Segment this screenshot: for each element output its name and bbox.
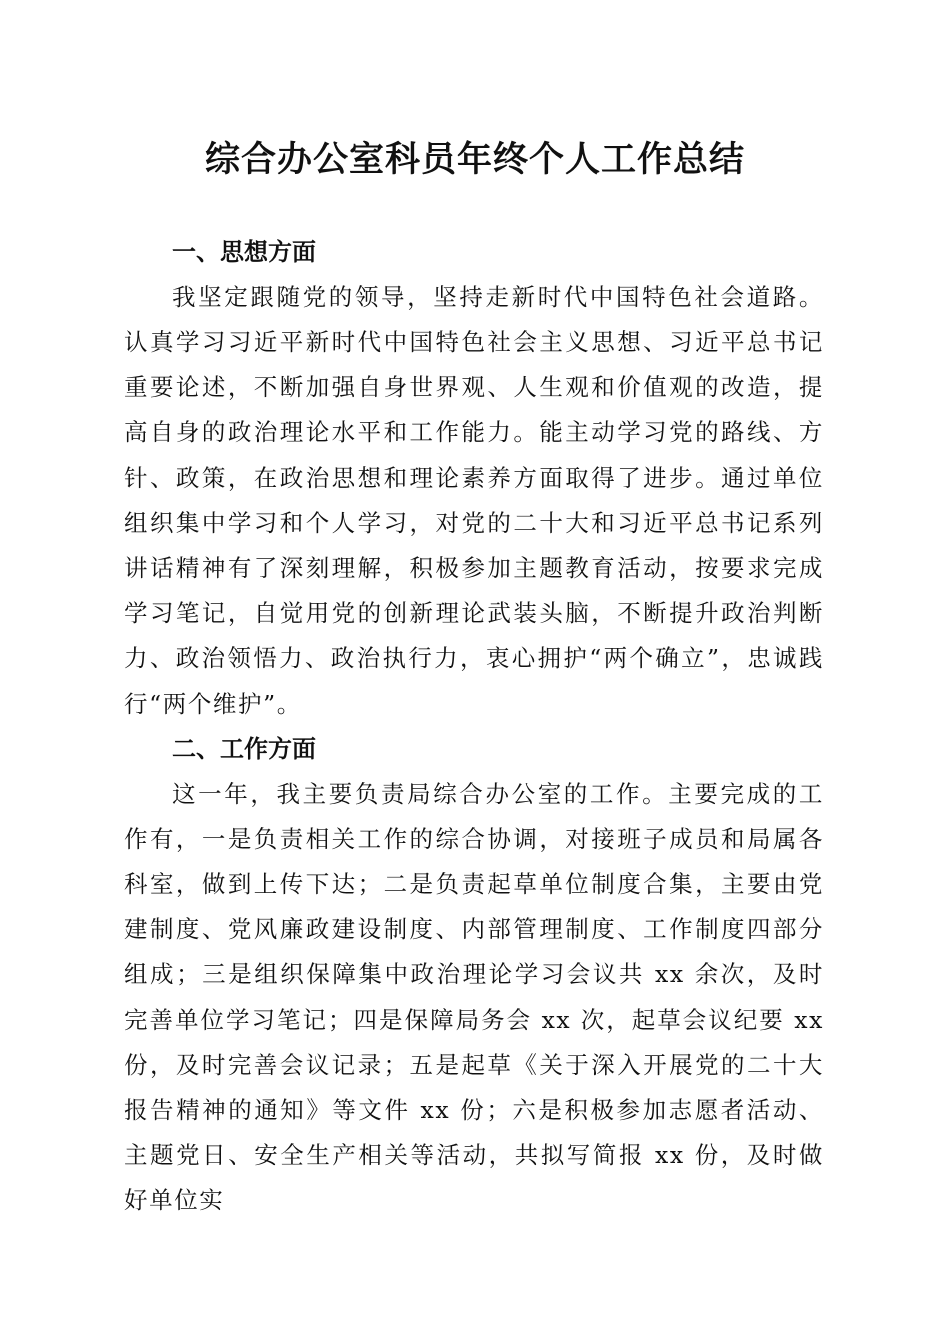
document-body: [124, 230, 824, 1224]
section-heading-thought: 一、思想方面: [172, 238, 316, 266]
document-title: 综合办公室科员年终个人工作总结: [204, 139, 745, 180]
section-heading-work: 二、工作方面: [172, 734, 316, 763]
section-paragraph-thought: 我坚定跟随党的领导，坚持走新时代中国特色社会道路。认真学习习近平新时代中国特色社会主义思想、习近平总书记重要论述，不断加强自身世界观、人生观和价值观的改造，提高自身的政治理论水平和工作能力。能主动学习党的路线、方针、政策，在政治思想和理论素养方面取得了进步。通过单位组织集中学习和个人学习，对党的二十大和习近平总书记系列讲话精神有了深刻理解，积极参加主题教育活动，按要求完成学习笔记，自觉用党的创新理论武装头脑，不断提升政治判断力、政治领悟力、政治执行力，衷心拥护“两个确立”，忠诚践行“两个维护”。: [124, 282, 824, 718]
section-paragraph-work: 这一年，我主要负责局综合办公室的工作。主要完成的工作有，一是负责相关工作的综合协调，对接班子成员和局属各科室，做到上传下达；二是负责起草单位制度合集，主要由党建制度、党风廉政建设制度、内部管理制度、工作制度四部分组成；三是组织保障集中政治理论学习会议共 xx 余次，及时完善单位学习笔记；四是保障局务会 xx 次，起草会议纪要 xx 份，及时完善会议记录；五是起草《关于深入开展党的二十大报告精神的通知》等文件 xx 份；六是积极参加志愿者活动、主题党日、安全生产相关等活动，共拟写简报 xx 份，及时做好单位实: [124, 779, 824, 1215]
